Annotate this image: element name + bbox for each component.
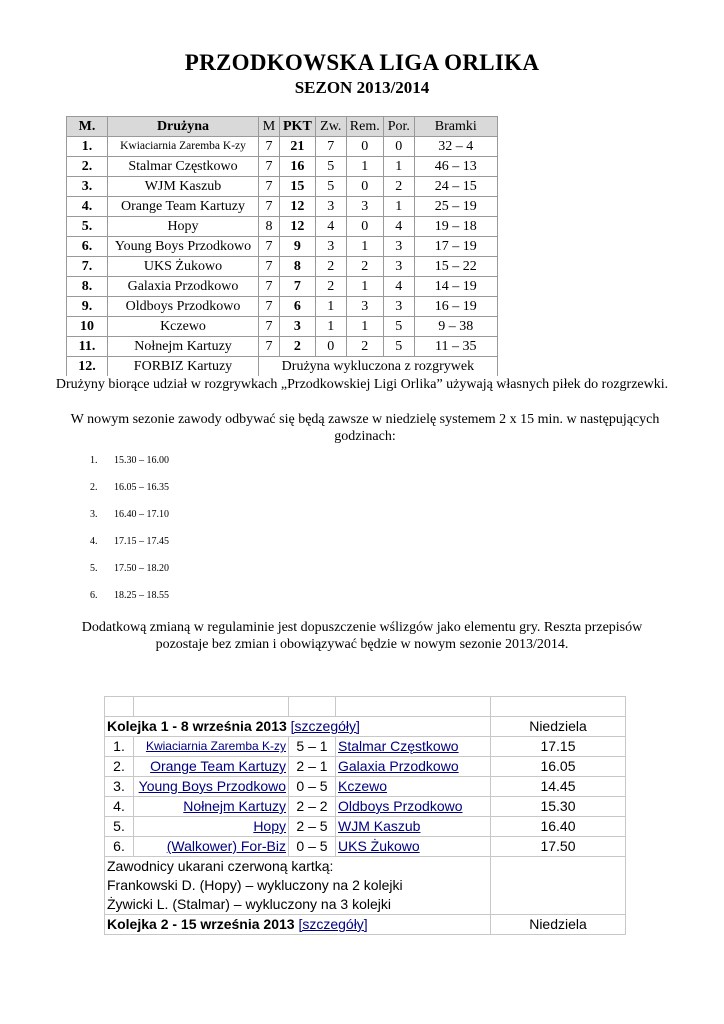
row-goals: 17 – 19	[414, 237, 497, 257]
row-position: 3.	[67, 177, 108, 197]
row-points: 8	[280, 257, 316, 277]
list-item	[90, 560, 169, 587]
match-number: 2.	[105, 757, 134, 777]
row-wins: 3	[315, 237, 346, 257]
match-time: 17.15	[491, 737, 626, 757]
row-wins: 2	[315, 277, 346, 297]
home-team-link[interactable]: Young Boys Przodkowo	[134, 777, 289, 797]
row-wins: 1	[315, 317, 346, 337]
table-row	[67, 337, 498, 357]
row-losses: 5	[383, 337, 414, 357]
list-item	[90, 506, 169, 533]
row-goals: 11 – 35	[414, 337, 497, 357]
page-title: PRZODKOWSKA LIGA ORLIKA	[184, 50, 540, 75]
away-team-link[interactable]: UKS Żukowo	[336, 837, 491, 857]
match-row	[105, 817, 626, 837]
round-details-link[interactable]: [szczegóły]	[290, 718, 360, 734]
row-wins: 5	[315, 157, 346, 177]
row-team: Stalmar Częstkowo	[108, 157, 259, 177]
match-number: 4.	[105, 797, 134, 817]
row-matches: 7	[259, 277, 280, 297]
balls-notice: Drużyny biorące udział w rozgrywkach „Przodkowskiej Ligi Orlika” używają własnych piłek do rozgrzewki.	[55, 377, 669, 392]
row-draws: 1	[346, 317, 383, 337]
row-position: 5.	[67, 217, 108, 237]
row-points: 2	[280, 337, 316, 357]
row-position: 11.	[67, 337, 108, 357]
empty-cell	[134, 697, 289, 717]
home-team-link[interactable]: Kwiaciarnia Zaremba K-zy	[134, 737, 289, 757]
match-score: 0 – 5	[289, 837, 336, 857]
table-row	[67, 137, 498, 157]
row-losses: 4	[383, 277, 414, 297]
row-losses: 5	[383, 317, 414, 337]
row-goals: 46 – 13	[414, 157, 497, 177]
row-draws: 2	[346, 337, 383, 357]
list-number: 6.	[90, 590, 98, 601]
row-team: Hopy	[108, 217, 259, 237]
row-goals: 15 – 22	[414, 257, 497, 277]
match-score: 2 – 5	[289, 817, 336, 837]
match-number: 3.	[105, 777, 134, 797]
row-team: Kczewo	[108, 317, 259, 337]
row-wins: 5	[315, 177, 346, 197]
match-score: 2 – 2	[289, 797, 336, 817]
table-row	[67, 217, 498, 237]
time-slot: 15.30 – 16.00	[114, 455, 169, 466]
excluded-note: Drużyna wykluczona z rozgrywek	[259, 357, 498, 377]
standings-table	[66, 116, 498, 376]
table-row	[67, 297, 498, 317]
match-number: 5.	[105, 817, 134, 837]
row-team: Oldboys Przodkowo	[108, 297, 259, 317]
row-matches: 7	[259, 157, 280, 177]
round-header-row	[105, 915, 626, 935]
row-position: 9.	[67, 297, 108, 317]
row-points: 3	[280, 317, 316, 337]
row-points: 7	[280, 277, 316, 297]
row-goals: 19 – 18	[414, 217, 497, 237]
red-card-entry: Żywicki L. (Stalmar) – wykluczony na 3 kolejki	[107, 896, 391, 912]
list-number: 1.	[90, 455, 98, 466]
row-team: Orange Team Kartuzy	[108, 197, 259, 217]
row-draws: 1	[346, 157, 383, 177]
match-times-list	[90, 452, 169, 614]
away-team-link[interactable]: WJM Kaszub	[336, 817, 491, 837]
row-points: 9	[280, 237, 316, 257]
row-goals: 16 – 19	[414, 297, 497, 317]
empty-cell	[289, 697, 336, 717]
row-matches: 7	[259, 237, 280, 257]
row-wins: 7	[315, 137, 346, 157]
row-team: WJM Kaszub	[108, 177, 259, 197]
round-header	[105, 717, 491, 737]
row-draws: 0	[346, 217, 383, 237]
schedule-intro: W nowym sezonie zawody odbywać się będą zawsze w niedzielę systemem 2 x 15 min. w następujących godzinach:	[70, 412, 660, 444]
fixtures-table	[104, 696, 626, 935]
row-draws: 1	[346, 237, 383, 257]
row-goals: 32 – 4	[414, 137, 497, 157]
row-goals: 14 – 19	[414, 277, 497, 297]
empty-cell	[336, 697, 491, 717]
col-wins: Zw.	[315, 117, 346, 137]
row-draws: 3	[346, 197, 383, 217]
match-row	[105, 737, 626, 757]
match-row	[105, 837, 626, 857]
table-row	[67, 197, 498, 217]
round-title: Kolejka 2 - 15 września 2013	[107, 916, 295, 932]
row-team: UKS Żukowo	[108, 257, 259, 277]
time-slot: 16.05 – 16.35	[114, 482, 169, 493]
row-position: 12.	[67, 357, 108, 377]
match-score: 2 – 1	[289, 757, 336, 777]
time-slot: 18.25 – 18.55	[114, 590, 169, 601]
standings-header-row	[67, 117, 498, 137]
match-time: 17.50	[491, 837, 626, 857]
home-team-link[interactable]: Orange Team Kartuzy	[134, 757, 289, 777]
list-item	[90, 533, 169, 560]
row-points: 16	[280, 157, 316, 177]
table-row	[67, 177, 498, 197]
row-wins: 2	[315, 257, 346, 277]
table-row	[67, 157, 498, 177]
row-matches: 7	[259, 297, 280, 317]
time-slot: 17.15 – 17.45	[114, 536, 169, 547]
col-points: PKT	[280, 117, 316, 137]
list-number: 3.	[90, 509, 98, 520]
row-losses: 2	[383, 177, 414, 197]
row-team: Nołnejm Kartuzy	[108, 337, 259, 357]
row-points: 12	[280, 217, 316, 237]
away-team-link[interactable]: Galaxia Przodkowo	[336, 757, 491, 777]
table-row	[67, 317, 498, 337]
time-slot: 17.50 – 18.20	[114, 563, 169, 574]
row-points: 12	[280, 197, 316, 217]
row-matches: 7	[259, 197, 280, 217]
match-time: 16.05	[491, 757, 626, 777]
red-cards-row	[105, 857, 626, 915]
row-wins: 1	[315, 297, 346, 317]
list-item	[90, 587, 169, 614]
away-team-link[interactable]: Stalmar Częstkowo	[336, 737, 491, 757]
row-team: Galaxia Przodkowo	[108, 277, 259, 297]
round-day: Niedziela	[491, 717, 626, 737]
fixtures-spacer-row	[105, 697, 626, 717]
row-position: 4.	[67, 197, 108, 217]
row-position: 6.	[67, 237, 108, 257]
list-number: 2.	[90, 482, 98, 493]
col-goals: Bramki	[414, 117, 497, 137]
row-draws: 0	[346, 137, 383, 157]
col-matches: M	[259, 117, 280, 137]
match-number: 6.	[105, 837, 134, 857]
row-goals: 25 – 19	[414, 197, 497, 217]
red-card-entry: Frankowski D. (Hopy) – wykluczony na 2 kolejki	[107, 877, 403, 893]
row-matches: 7	[259, 137, 280, 157]
row-draws: 1	[346, 277, 383, 297]
row-wins: 0	[315, 337, 346, 357]
season-subtitle: SEZON 2013/2014	[294, 78, 430, 97]
row-matches: 7	[259, 177, 280, 197]
match-row	[105, 757, 626, 777]
row-points: 6	[280, 297, 316, 317]
row-wins: 4	[315, 217, 346, 237]
match-row	[105, 797, 626, 817]
row-position: 1.	[67, 137, 108, 157]
away-team-link[interactable]: Kczewo	[336, 777, 491, 797]
table-row	[67, 257, 498, 277]
rules-change-notice: Dodatkową zmianą w regulaminie jest dopuszczenie wślizgów jako elementu gry. Reszta przepisów pozostaje bez zmian i obowiązywać będzie w nowym sezonie 2013/2014.	[81, 620, 643, 652]
round-day: Niedziela	[491, 915, 626, 935]
empty-cell	[491, 697, 626, 717]
row-team: Kwiaciarnia Zaremba K-zy	[108, 137, 259, 157]
col-position: M.	[67, 117, 108, 137]
row-losses: 1	[383, 157, 414, 177]
row-position: 10	[67, 317, 108, 337]
round-title: Kolejka 1 - 8 września 2013	[107, 718, 287, 734]
col-team: Drużyna	[108, 117, 259, 137]
round-header-row	[105, 717, 626, 737]
match-score: 0 – 5	[289, 777, 336, 797]
list-item	[90, 452, 169, 479]
row-goals: 24 – 15	[414, 177, 497, 197]
home-team-link[interactable]: (Walkower) For-Biz	[134, 837, 289, 857]
match-time: 16.40	[491, 817, 626, 837]
red-cards-notes	[105, 857, 491, 915]
row-losses: 4	[383, 217, 414, 237]
round-details-link[interactable]: [szczegóły]	[298, 916, 368, 932]
row-losses: 3	[383, 257, 414, 277]
match-score: 5 – 1	[289, 737, 336, 757]
row-points: 21	[280, 137, 316, 157]
excluded-team-row	[67, 357, 498, 377]
row-position: 2.	[67, 157, 108, 177]
col-losses: Por.	[383, 117, 414, 137]
row-matches: 8	[259, 217, 280, 237]
empty-cell	[491, 857, 626, 915]
red-cards-heading: Zawodnicy ukarani czerwoną kartką:	[107, 858, 334, 874]
row-team: Young Boys Przodkowo	[108, 237, 259, 257]
col-draws: Rem.	[346, 117, 383, 137]
row-draws: 2	[346, 257, 383, 277]
row-draws: 3	[346, 297, 383, 317]
row-matches: 7	[259, 337, 280, 357]
time-slot: 16.40 – 17.10	[114, 509, 169, 520]
home-team-link[interactable]: Nołnejm Kartuzy	[134, 797, 289, 817]
list-item	[90, 479, 169, 506]
list-number: 5.	[90, 563, 98, 574]
home-team-link[interactable]: Hopy	[134, 817, 289, 837]
match-time: 14.45	[491, 777, 626, 797]
match-number: 1.	[105, 737, 134, 757]
row-losses: 1	[383, 197, 414, 217]
row-matches: 7	[259, 257, 280, 277]
row-position: 8.	[67, 277, 108, 297]
row-goals: 9 – 38	[414, 317, 497, 337]
row-position: 7.	[67, 257, 108, 277]
round-header	[105, 915, 491, 935]
list-number: 4.	[90, 536, 98, 547]
row-draws: 0	[346, 177, 383, 197]
away-team-link[interactable]: Oldboys Przodkowo	[336, 797, 491, 817]
match-time: 15.30	[491, 797, 626, 817]
row-team: FORBIZ Kartuzy	[108, 357, 259, 377]
match-row	[105, 777, 626, 797]
row-wins: 3	[315, 197, 346, 217]
row-losses: 3	[383, 237, 414, 257]
row-losses: 0	[383, 137, 414, 157]
empty-cell	[105, 697, 134, 717]
row-losses: 3	[383, 297, 414, 317]
row-points: 15	[280, 177, 316, 197]
table-row	[67, 237, 498, 257]
row-matches: 7	[259, 317, 280, 337]
table-row	[67, 277, 498, 297]
